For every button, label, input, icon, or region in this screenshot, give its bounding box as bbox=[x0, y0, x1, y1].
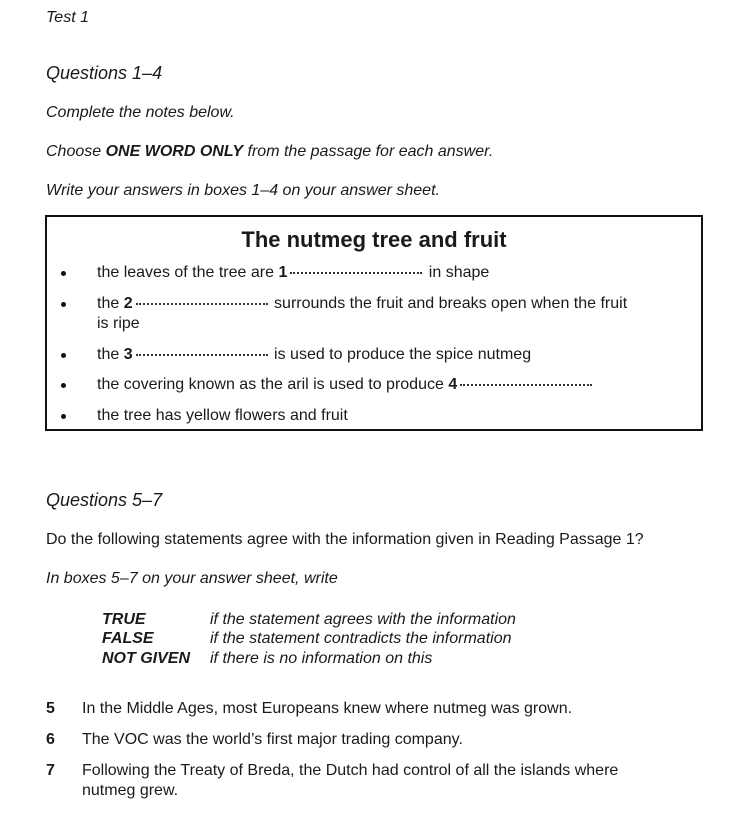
option-false-key: FALSE bbox=[102, 630, 154, 647]
option-not-given-key: NOT GIVEN bbox=[102, 650, 191, 667]
bullet-icon bbox=[61, 302, 66, 307]
notes-box bbox=[45, 215, 703, 431]
note-bullet-4-pre: the covering known as the aril is used to produce bbox=[97, 376, 449, 393]
note-bullet-3 bbox=[97, 345, 531, 365]
note-bullet-2 bbox=[97, 294, 627, 314]
note-bullet-2-post: surrounds the fruit and breaks open when the fruit bbox=[269, 295, 628, 312]
questions-1-4-heading: Questions 1–4 bbox=[46, 63, 163, 83]
item-number-6: 6 bbox=[46, 731, 55, 748]
note-bullet-1-pre: the leaves of the tree are bbox=[97, 264, 279, 281]
bullet-icon bbox=[61, 414, 66, 419]
bullet-icon bbox=[61, 383, 66, 388]
item-number-7: 7 bbox=[46, 762, 55, 779]
answer-gap-1 bbox=[290, 270, 422, 274]
note-bullet-5: the tree has yellow flowers and fruit bbox=[97, 407, 348, 424]
gap-number-2: 2 bbox=[123, 295, 133, 312]
bullet-icon bbox=[61, 271, 66, 276]
instruction-one-word bbox=[46, 143, 493, 161]
instruction-boxes-write: In boxes 5–7 on your answer sheet, write bbox=[46, 570, 338, 587]
item-statement-6: The VOC was the world’s first major trading company. bbox=[82, 731, 463, 748]
instruction-one-word-pre: Choose bbox=[46, 143, 106, 160]
note-bullet-1 bbox=[97, 263, 489, 283]
item-statement-5: In the Middle Ages, most Europeans knew where nutmeg was grown. bbox=[82, 700, 573, 717]
note-bullet-3-post: is used to produce the spice nutmeg bbox=[269, 346, 532, 363]
instruction-complete-notes: Complete the notes below. bbox=[46, 104, 235, 121]
option-true-key: TRUE bbox=[102, 611, 146, 628]
note-bullet-4 bbox=[97, 375, 594, 395]
note-bullet-2-line2: is ripe bbox=[97, 315, 140, 332]
answer-gap-4 bbox=[460, 382, 592, 386]
item-statement-7: Following the Treaty of Breda, the Dutch had control of all the islands where bbox=[82, 762, 619, 779]
instruction-agree-statements: Do the following statements agree with the information given in Reading Passage 1? bbox=[46, 531, 644, 548]
gap-number-4: 4 bbox=[448, 376, 458, 393]
item-number-5: 5 bbox=[46, 700, 55, 717]
questions-5-7-heading: Questions 5–7 bbox=[46, 490, 163, 510]
item-statement-7-line2: nutmeg grew. bbox=[82, 782, 179, 799]
note-bullet-1-post: in shape bbox=[424, 264, 490, 281]
instruction-one-word-emphasis: ONE WORD ONLY bbox=[105, 143, 244, 160]
test-label: Test 1 bbox=[46, 9, 89, 26]
answer-gap-2 bbox=[136, 301, 268, 305]
instruction-answer-boxes: Write your answers in boxes 1–4 on your answer sheet. bbox=[46, 182, 440, 199]
bullet-icon bbox=[61, 353, 66, 358]
option-true-def: if the statement agrees with the information bbox=[210, 611, 516, 628]
instruction-one-word-post: from the passage for each answer. bbox=[243, 143, 494, 160]
answer-gap-3 bbox=[136, 352, 268, 356]
option-not-given-def: if there is no information on this bbox=[210, 650, 433, 667]
notes-box-title: The nutmeg tree and fruit bbox=[241, 227, 507, 252]
gap-number-1: 1 bbox=[278, 264, 288, 281]
option-false-def: if the statement contradicts the information bbox=[210, 630, 512, 647]
note-bullet-3-pre: the bbox=[97, 346, 124, 363]
note-bullet-2-pre: the bbox=[97, 295, 124, 312]
gap-number-3: 3 bbox=[123, 346, 133, 363]
